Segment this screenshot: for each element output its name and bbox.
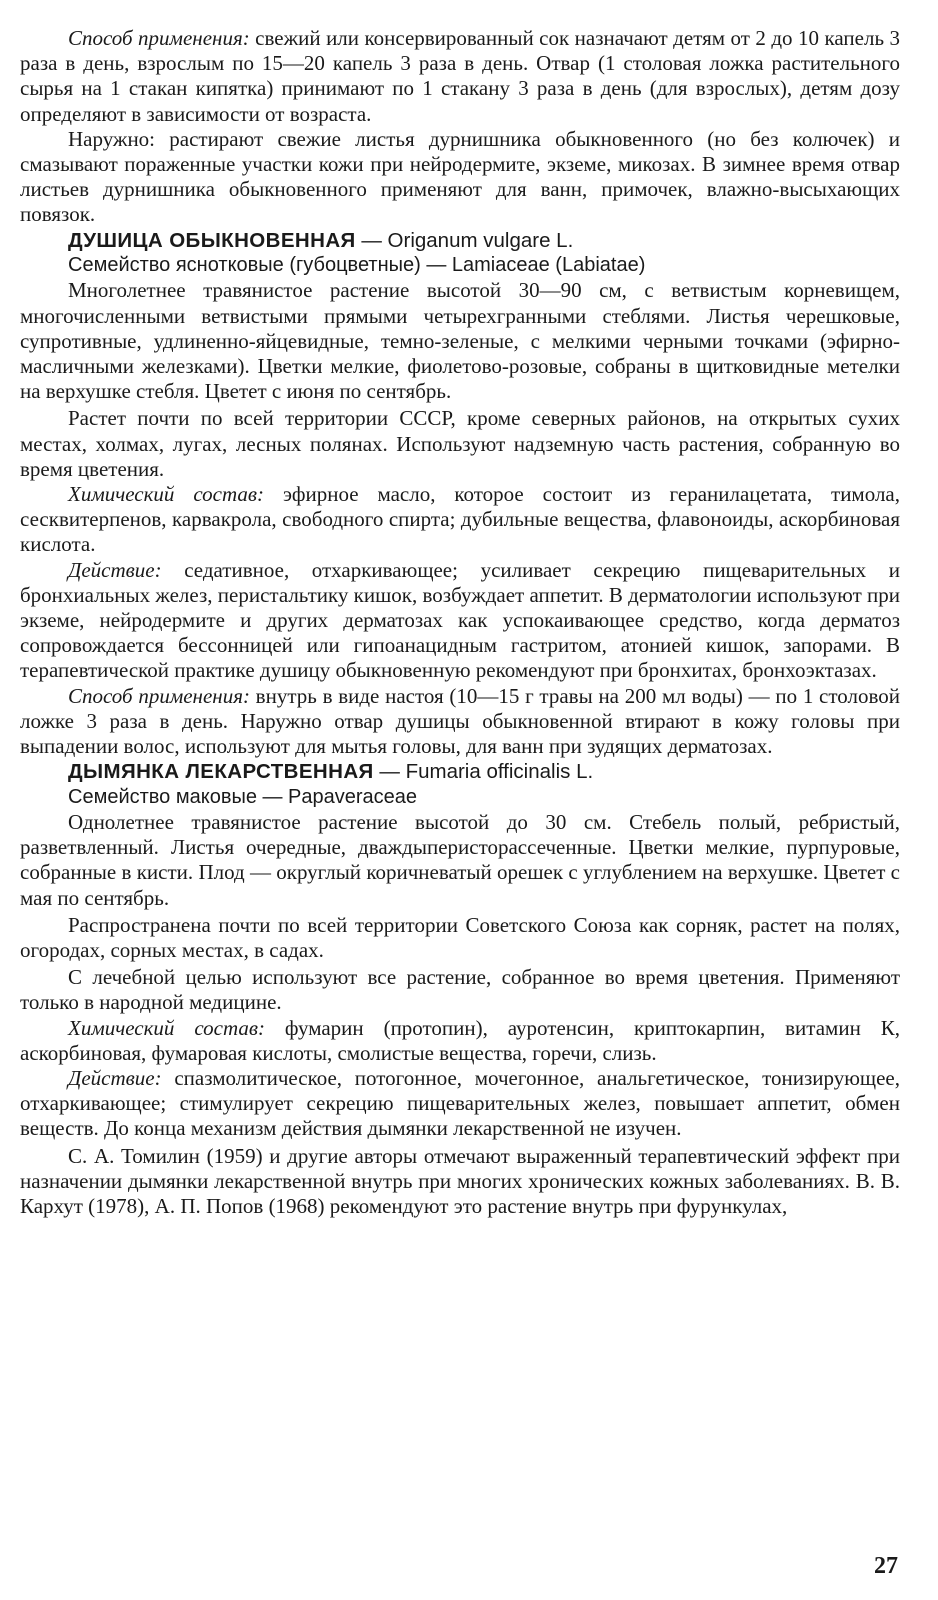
- usage-text: внутрь в виде настоя (10—15 г травы на 200 мл воды) — по 1 столовой ложке 3 раза в день. Наружно отвар душицы обыкновенной втирают в кожу головы при выпадении волос, используют для мытья головы, для ванн при зудящих дерматозах.: [20, 683, 900, 758]
- action-text: спазмолитическое, потогонное, мочегонное, анальгетическое, тонизирующее, отхаркивающее; стимулирует секрецию пищеварительных желез, повышает аппетит, обмен веществ. До конца механизм действия дымянки лекарственной не изучен.: [20, 1065, 900, 1141]
- paragraph-external-use: Наружно: растирают свежие листья дурнишника обыкновенного (но без колючек) и смазывают пораженные участки кожи при нейродермите, экземе, микозах. В зимнее время отвар листьев дурнишника обыкновенного применяют для ванн, примочек, влажно-высыхающих повязок.: [20, 126, 900, 227]
- paragraph-usage-intro: [20, 26, 900, 127]
- paragraph-authors-fumaria: С. А. Томилин (1959) и другие авторы отмечают выраженный терапевтический эффект при назначении дымянки лекарственной внутрь при многих хронических кожных заболеваниях. В. В. Кархут (1978), А. П. Попов (1968) рекомендуют это растение внутрь при фурункулах,: [20, 1143, 900, 1218]
- paragraph-action-origanum: [20, 558, 900, 684]
- label-chemistry: Химический состав:: [68, 481, 265, 506]
- paragraph-action-fumaria: [20, 1066, 900, 1142]
- chemistry-text: эфирное масло, которое состоит из геранилацетата, тимола, сесквитерпенов, карвакрола, свободного спирта; дубильные вещества, флавоноиды, аскорбиновая кислота.: [20, 481, 900, 557]
- paragraph-description-origanum: Многолетнее травянистое растение высотой 30—90 см, с ветвистым корневищем, многочисленными ветвистыми прямыми четырехгранными стеблями. Листья черешковые, супротивные, удлиненно-яйцевидные, темно-зеленые, с мелкими черными точками (эфирно-масличными железками). Цветки мелкие, фиолетово-розовые, собраны в щитковидные метелки на верхушке стебля. Цветет с июня по сентябрь.: [20, 278, 900, 404]
- plant-name-latin: — Fumaria officinalis L.: [373, 760, 594, 784]
- page-number: 27: [874, 1553, 898, 1579]
- label-action: Действие:: [68, 1065, 162, 1090]
- chemistry-text: фумарин (протопин), ауротенсин, криптокарпин, витамин К, аскорбиновая, фумаровая кислоты, смолистые вещества, горечи, слизь.: [20, 1015, 900, 1065]
- paragraph-habitat-fumaria: Распространена почти по всей территории Советского Союза как сорняк, растет на полях, огородах, сорных местах, в садах.: [20, 912, 900, 962]
- action-text: седативное, отхаркивающее; усиливает секрецию пищеварительных и бронхиальных желез, перистальтику кишок, возбуждает аппетит. В дерматологии используют при экземе, нейродермите и других дерматозах как успокаивающее средство, когда дерматоз сопровождается бессонницей или гипоанацидным гастритом, атонией кишок, запорами. В терапевтической практике душицу обыкновенную рекомендуют при бронхитах, бронхоэктазах.: [20, 557, 900, 683]
- plant-name-latin: — Origanum vulgare L.: [355, 228, 574, 252]
- plant-heading-origanum: [20, 228, 900, 254]
- plant-family-fumaria: Семейство маковые — Papaveraceae: [68, 785, 418, 808]
- plant-family-origanum: Семейство яснотковые (губоцветные) — Lamiaceae (Labiatae): [68, 254, 646, 277]
- label-usage: Способ применения:: [68, 26, 250, 50]
- paragraph-chemistry-fumaria: [20, 1016, 900, 1066]
- paragraph-description-fumaria: Однолетнее травянистое растение высотой до 30 см. Стебель полый, ребристый, разветвленный. Листья очередные, дваждыперисторассеченные. Цветки мелкие, пурпуровые, собранные в кисти. Плод — округлый коричневатый орешек с углублением на верхушке. Цветет с мая по сентябрь.: [20, 809, 900, 910]
- plant-name-ru: ДЫМЯНКА ЛЕКАРСТВЕННАЯ: [68, 760, 374, 784]
- label-action: Действие:: [68, 557, 162, 582]
- paragraph-habitat-origanum: Растет почти по всей территории СССР, кроме северных районов, на открытых сухих местах, холмах, лугах, лесных полянах. Используют надземную часть растения, собранную во время цветения.: [20, 406, 900, 481]
- paragraph-chemistry-origanum: [20, 482, 900, 558]
- plant-heading-fumaria: [20, 759, 900, 785]
- paragraph-usage-origanum: [20, 684, 900, 760]
- usage-text: свежий или консервированный сок назначают детям от 2 до 10 капель 3 раза в день, взрослым по 15—20 капель 3 раза в день. Отвар (1 столовая ложка растительного сырья на 1 стакан кипятка) принимают по 1 стакану 3 раза в день (для взрослых), детям дозу определяют в зависимости от возраста.: [20, 26, 900, 126]
- label-usage: Способ применения:: [68, 683, 250, 708]
- plant-name-ru: ДУШИЦА ОБЫКНОВЕННАЯ: [68, 228, 356, 252]
- label-chemistry: Химический состав:: [68, 1015, 265, 1040]
- paragraph-medical-use-fumaria: С лечебной целью используют все растение, собранное во время цветения. Применяют только в народной медицине.: [20, 965, 900, 1015]
- page-body: [20, 26, 900, 1219]
